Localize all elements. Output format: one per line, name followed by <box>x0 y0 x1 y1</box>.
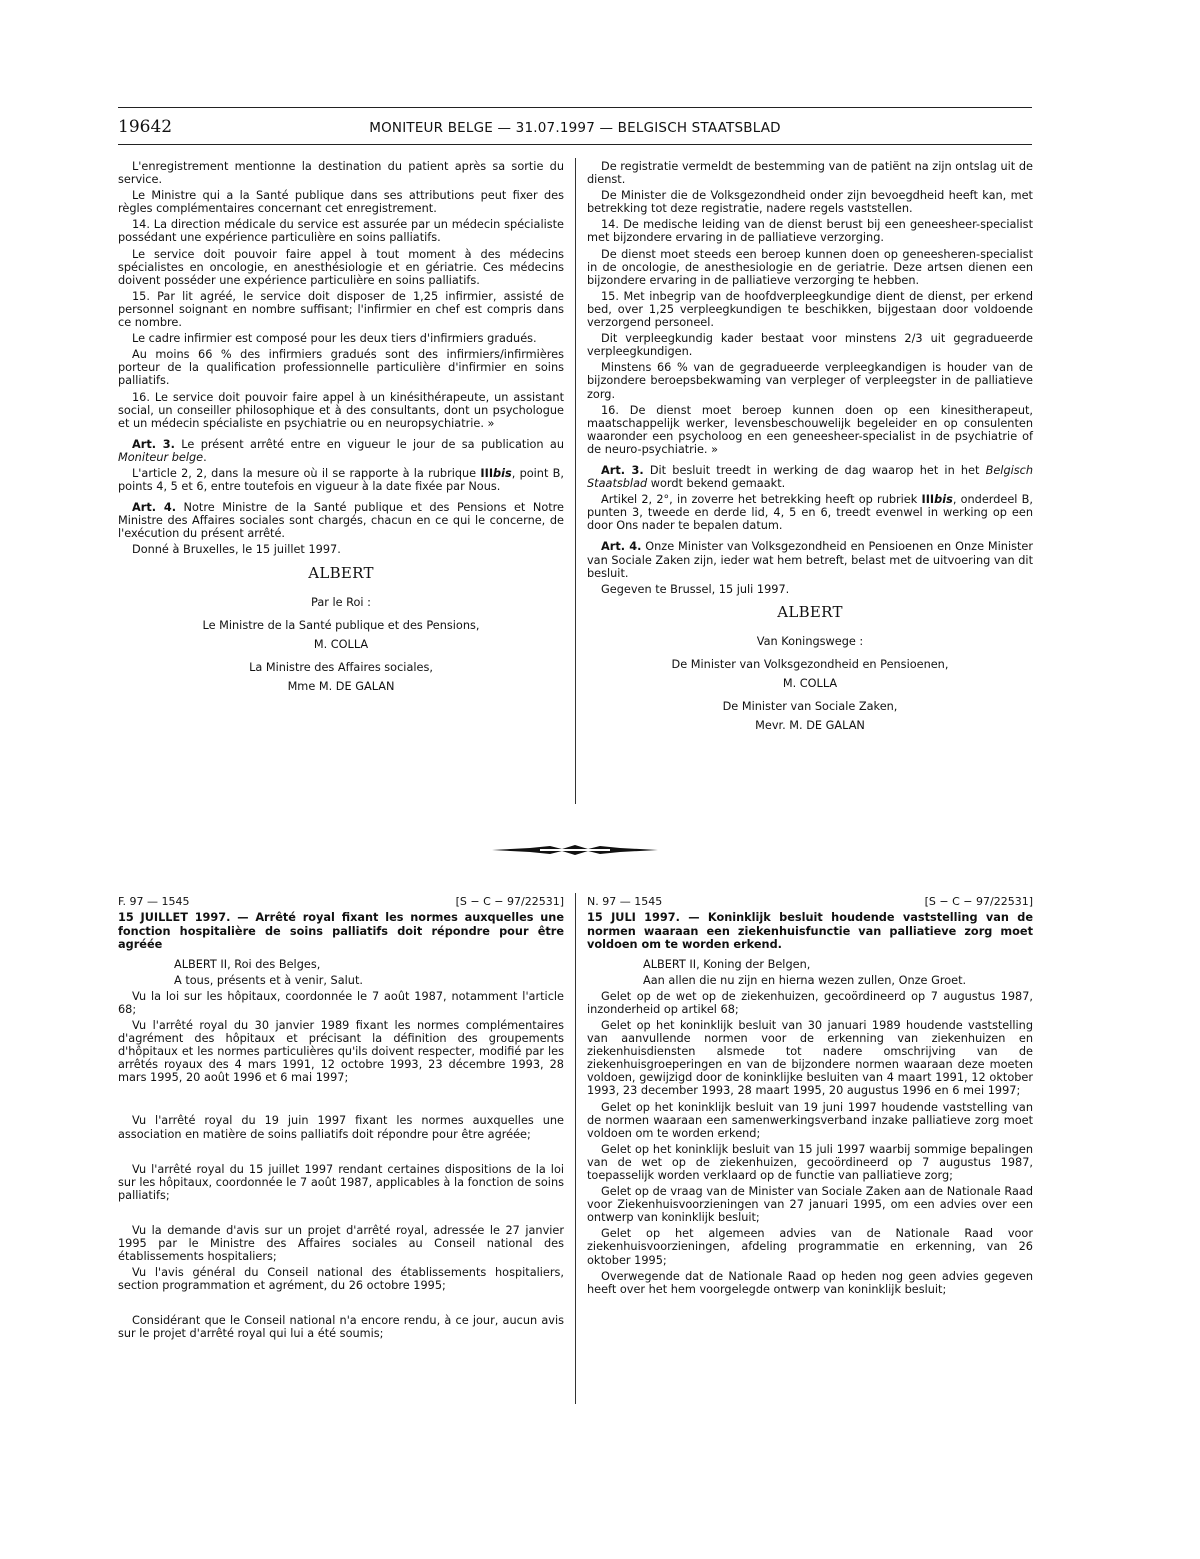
article-3-label: Art. 3. <box>132 437 175 451</box>
article-4-label: Art. 4. <box>601 540 642 554</box>
consideration: Gelet op het koninklijk besluit van 30 januari 1989 houdende vaststelling van aanvullende normen voor de erkenning van ziekenhuizen en ziekenhuisdiensten alsmede tot nadere omschrijving van de ziekenhuisgroeperingen en van de bijzondere normen waaraan deze moeten voldoen, gewijzigd door de koninklijke besluiten van 4 maart 1991, 12 oktober 1993, 23 december 1993, 28 maart 1995, 20 augustus 1996 en 6 mei 1997; <box>587 1018 1033 1098</box>
consideration: Vu l'arrêté royal du 30 janvier 1989 fixant les normes complémentaires d'agrément des hôpitaux et précisant la définition des groupements d'hôpitaux et les normes particulières qu'ils doivent respecter, modifié par les arrêtés royaux des 4 mars 1991, 12 octobre 1993, 23 décembre 1993, 28 mars 1995, 20 août 1996 et 6 mai 1997; <box>118 1018 564 1085</box>
consideration: Gelet op het koninklijk besluit van 19 juni 1997 houdende vaststelling van de normen waaraan een samenwerkingsverband inzake palliatieve zorg moet voldoen om te worden erkend; <box>587 1100 1033 1140</box>
paragraph: Le Ministre qui a la Santé publique dans ses attributions peut fixer des règles complémentaires concernant cet enregistrement. <box>118 189 564 216</box>
by-king: Par le Roi : <box>311 595 371 609</box>
minister-2-name: Mme M. DE GALAN <box>287 679 395 693</box>
rubric-bis: bis <box>934 493 953 507</box>
consideration: Vu la loi sur les hôpitaux, coordonnée le 7 août 1987, notamment l'article 68; <box>118 989 564 1016</box>
document-reference: [S − C − 97/22531] <box>455 895 564 908</box>
paragraph: De Minister die de Volksgezondheid onder zijn bevoegdheid heeft kan, met betrekking tot deze registratie, nadere regels vaststellen. <box>587 189 1033 216</box>
document-meta <box>587 895 1033 908</box>
document-meta <box>118 895 564 908</box>
text-part: , onderdeel B, punten 3, tweede en derde lid, 4, 5 en 6, treedt evenwel in werking op een door Ons nader te bepalen datum. <box>587 493 1033 533</box>
minister-2-name: Mevr. M. DE GALAN <box>755 718 865 732</box>
rubric: III <box>921 493 935 507</box>
consideration: Gelet op het algemeen advies van de Nationale Raad voor ziekenhuisvoorzieningen, afdeling programmatie en erkenning, van 26 oktober 1995; <box>587 1227 1033 1267</box>
rubric: III <box>480 466 494 480</box>
column-divider-bottom <box>575 893 576 1404</box>
consideration: Vu l'arrêté royal du 15 juillet 1997 rendant certaines dispositions de la loi sur les hôpitaux, coordonnée le 7 août 1987, applicables à la fonction de soins palliatifs; <box>118 1162 564 1202</box>
paragraph: Au moins 66 % des infirmiers gradués sont des infirmiers/infirmières porteur de la qualification professionnelle particulière d'infirmier en soins palliatifs. <box>118 348 564 388</box>
bottom-dutch-column <box>587 895 1033 1299</box>
article-4-text: Onze Minister van Volksgezondheid en Pensioenen en Onze Minister van Sociale Zaken zijn, ieder wat hem betreft, belast met de uitvoering van dit besluit. <box>587 540 1033 580</box>
article-3-end: wordt bekend gemaakt. <box>647 477 786 491</box>
article-4 <box>587 540 1033 579</box>
salutation: A tous, présents et à venir, Salut. <box>174 973 363 987</box>
article-3-paragraph-2 <box>587 493 1033 532</box>
article-4 <box>118 501 564 540</box>
paragraph: Minstens 66 % van de gegradueerde verpleegkandigen is houder van de bijzondere beroepsbekwaming van verpleger of verpleegster in de palliatieve zorg. <box>587 361 1033 401</box>
salutation: Aan allen die nu zijn en hierna wezen zullen, Onze Groet. <box>643 973 967 987</box>
minister-1-title: De Minister van Volksgezondheid en Pensioenen, <box>671 657 949 671</box>
ornament-separator-icon <box>490 842 660 858</box>
paragraph: 16. Le service doit pouvoir faire appel à un kinésithérapeute, un assistant social, un conseiller philosophique et à des consultants, dont un psychologue et un médecin spécialiste en psychiatrie ou en neuropsychiatrie. » <box>118 390 564 430</box>
minister-1-name: M. COLLA <box>782 676 838 690</box>
page-number: 19642 <box>118 117 173 137</box>
article-4-text: Notre Ministre de la Santé publique et des Pensions et Notre Ministre des Affaires sociales sont chargés, chacun en ce qui le concerne, de l'exécution du présent arrêté. <box>118 501 565 541</box>
text-part: , point B, points 4, 5 et 6, entre toutefois en vigueur à la date fixée par Nous. <box>118 466 564 494</box>
consideration: Gelet op de wet op de ziekenhuizen, gecoördineerd op 7 augustus 1987, inzonderheid op artikel 68; <box>587 989 1033 1016</box>
article-3-end: . <box>203 450 207 464</box>
paragraph: 15. Par lit agréé, le service doit disposer de 1,25 infirmier, assisté de personnel soignant en nombre suffisant; l'infirmier en chef est compris dans ce nombre. <box>118 289 564 330</box>
article-3-text: Le présent arrêté entre en vigueur le jour de sa publication au <box>174 437 564 451</box>
rubric-bis: bis <box>493 466 512 480</box>
text-part: L'article 2, 2, dans la mesure où il se rapporte à la rubrique <box>132 466 481 480</box>
article-3 <box>118 438 564 464</box>
document-title: 15 JULI 1997. — Koninklijk besluit houdende vaststelling van de normen waaraan een ziekenhuisfunctie van palliatieve zorg moet voldoen om te worden erkend. <box>587 911 1033 952</box>
header-rule-top <box>118 107 1032 108</box>
consideration: Gelet op de vraag van de Minister van Sociale Zaken aan de Nationale Raad voor Ziekenhuisvoorzieningen van 27 januari 1995, om een advies over een ontwerp van koninklijk besluit; <box>587 1185 1033 1225</box>
minister-1-name: M. COLLA <box>313 637 369 651</box>
paragraph: Le service doit pouvoir faire appel à tout moment à des médecins spécialistes en oncologie, en anesthésiologie et en gériatrie. Ces médecins doivent posséder une expérience particulière en soins palliatifs. <box>118 247 564 287</box>
minister-2-title: La Ministre des Affaires sociales, <box>249 660 433 674</box>
consideration: Vu l'arrêté royal du 19 juin 1997 fixant les normes auxquelles une association en matière de soins palliatifs doit répondre pour être agréée; <box>118 1114 564 1141</box>
place-date: Donné à Bruxelles, le 15 juillet 1997. <box>132 543 341 557</box>
article-3-text: Dit besluit treedt in werking de dag waarop het in het <box>643 463 986 477</box>
document-number: F. 97 — 1545 <box>118 895 190 908</box>
paragraph: De dienst moet steeds een beroep kunnen doen op geneesheren-specialist in de oncologie, de anesthesiologie en de geriatrie. Deze artsen dienen een bijzondere ervaring in de palliatieve verzorging te hebben. <box>587 247 1033 287</box>
paragraph: L'enregistrement mentionne la destination du patient après sa sortie du service. <box>118 160 564 187</box>
paragraph: 14. La direction médicale du service est assurée par un médecin spécialiste possédant une expérience particulière en soins palliatifs. <box>118 218 564 245</box>
consideration: Vu la demande d'avis sur un projet d'arrêté royal, adressée le 27 janvier 1995 par le Ministre des Affaires sociales au Conseil national des établissements hospitaliers; <box>118 1223 564 1264</box>
document-title: 15 JUILLET 1997. — Arrêté royal fixant les normes auxquelles une fonction hospitalière de soins palliatifs doit répondre pour être agréée <box>118 911 564 952</box>
paragraph: Le cadre infirmier est composé pour les deux tiers d'infirmiers gradués. <box>132 332 537 346</box>
document-number: N. 97 — 1545 <box>587 895 663 908</box>
consideration: Gelet op het koninklijk besluit van 15 juli 1997 waarbij sommige bepalingen van de wet op de ziekenhuizen, gecoördineerd op 7 augustus 1987, toepasselijk worden verklaard op de functie van palliatieve zorg; <box>587 1142 1033 1182</box>
document-reference: [S − C − 97/22531] <box>924 895 1033 908</box>
king-line: ALBERT II, Roi des Belges, <box>174 957 321 971</box>
king-line: ALBERT II, Koning der Belgen, <box>643 957 811 971</box>
paragraph: 16. De dienst moet beroep kunnen doen op een kinesitherapeut, maatschappelijk werker, levensbeschouwelijk begeleider en op consulenten waaronder een psycholoog en een geneesheer-specialist in de psychiatrie of de neuro-psychiatrie. » <box>587 403 1033 456</box>
bottom-french-column <box>118 895 564 1344</box>
consideration: Vu l'avis général du Conseil national des établissements hospitaliers, section programmation et agrément, du 26 octobre 1995; <box>118 1266 564 1293</box>
king-signature: ALBERT <box>777 602 843 621</box>
article-3 <box>587 464 1033 490</box>
top-french-column <box>118 160 564 697</box>
paragraph: 14. De medische leiding van de dienst berust bij een geneesheer-specialist met bijzondere ervaring in de palliatieve verzorging. <box>587 218 1033 245</box>
by-king: Van Koningswege : <box>756 634 864 648</box>
running-title: MONITEUR BELGE — 31.07.1997 — BELGISCH STAATSBLAD <box>369 120 781 136</box>
top-dutch-column <box>587 160 1033 736</box>
minister-1-title: Le Ministre de la Santé publique et des Pensions, <box>202 618 480 632</box>
publication-name: Moniteur belge <box>118 450 204 464</box>
column-divider-top <box>575 158 576 804</box>
minister-2-title: De Minister van Sociale Zaken, <box>722 699 898 713</box>
article-3-label: Art. 3. <box>601 463 644 477</box>
article-4-label: Art. 4. <box>132 501 177 515</box>
header-rule-bottom <box>118 144 1032 145</box>
paragraph: Dit verpleegkundig kader bestaat voor minstens 2/3 uit gegradueerde verpleegkundigen. <box>587 332 1033 359</box>
publication-name: Belgisch Staatsblad <box>587 463 1034 491</box>
text-part: Artikel 2, 2°, in zoverre het betrekking heeft op rubriek <box>601 493 922 507</box>
article-3-paragraph-2 <box>118 467 564 493</box>
place-date: Gegeven te Brussel, 15 juli 1997. <box>601 582 790 596</box>
paragraph: De registratie vermeldt de bestemming van de patiënt na zijn ontslag uit de dienst. <box>587 160 1033 187</box>
paragraph: 15. Met inbegrip van de hoofdverpleegkundige dient de dienst, per erkend bed, over 1,25 verpleegkundigen te beschikken, bijgestaan door voldoende verzorgend personeel. <box>587 289 1033 330</box>
king-signature: ALBERT <box>308 563 374 582</box>
consideration: Considérant que le Conseil national n'a encore rendu, à ce jour, aucun avis sur le projet d'arrêté royal qui lui a été soumis; <box>118 1314 564 1341</box>
consideration: Overwegende dat de Nationale Raad op heden nog geen advies gegeven heeft over het hem voorgelegde ontwerp van koninklijk besluit; <box>587 1269 1033 1296</box>
